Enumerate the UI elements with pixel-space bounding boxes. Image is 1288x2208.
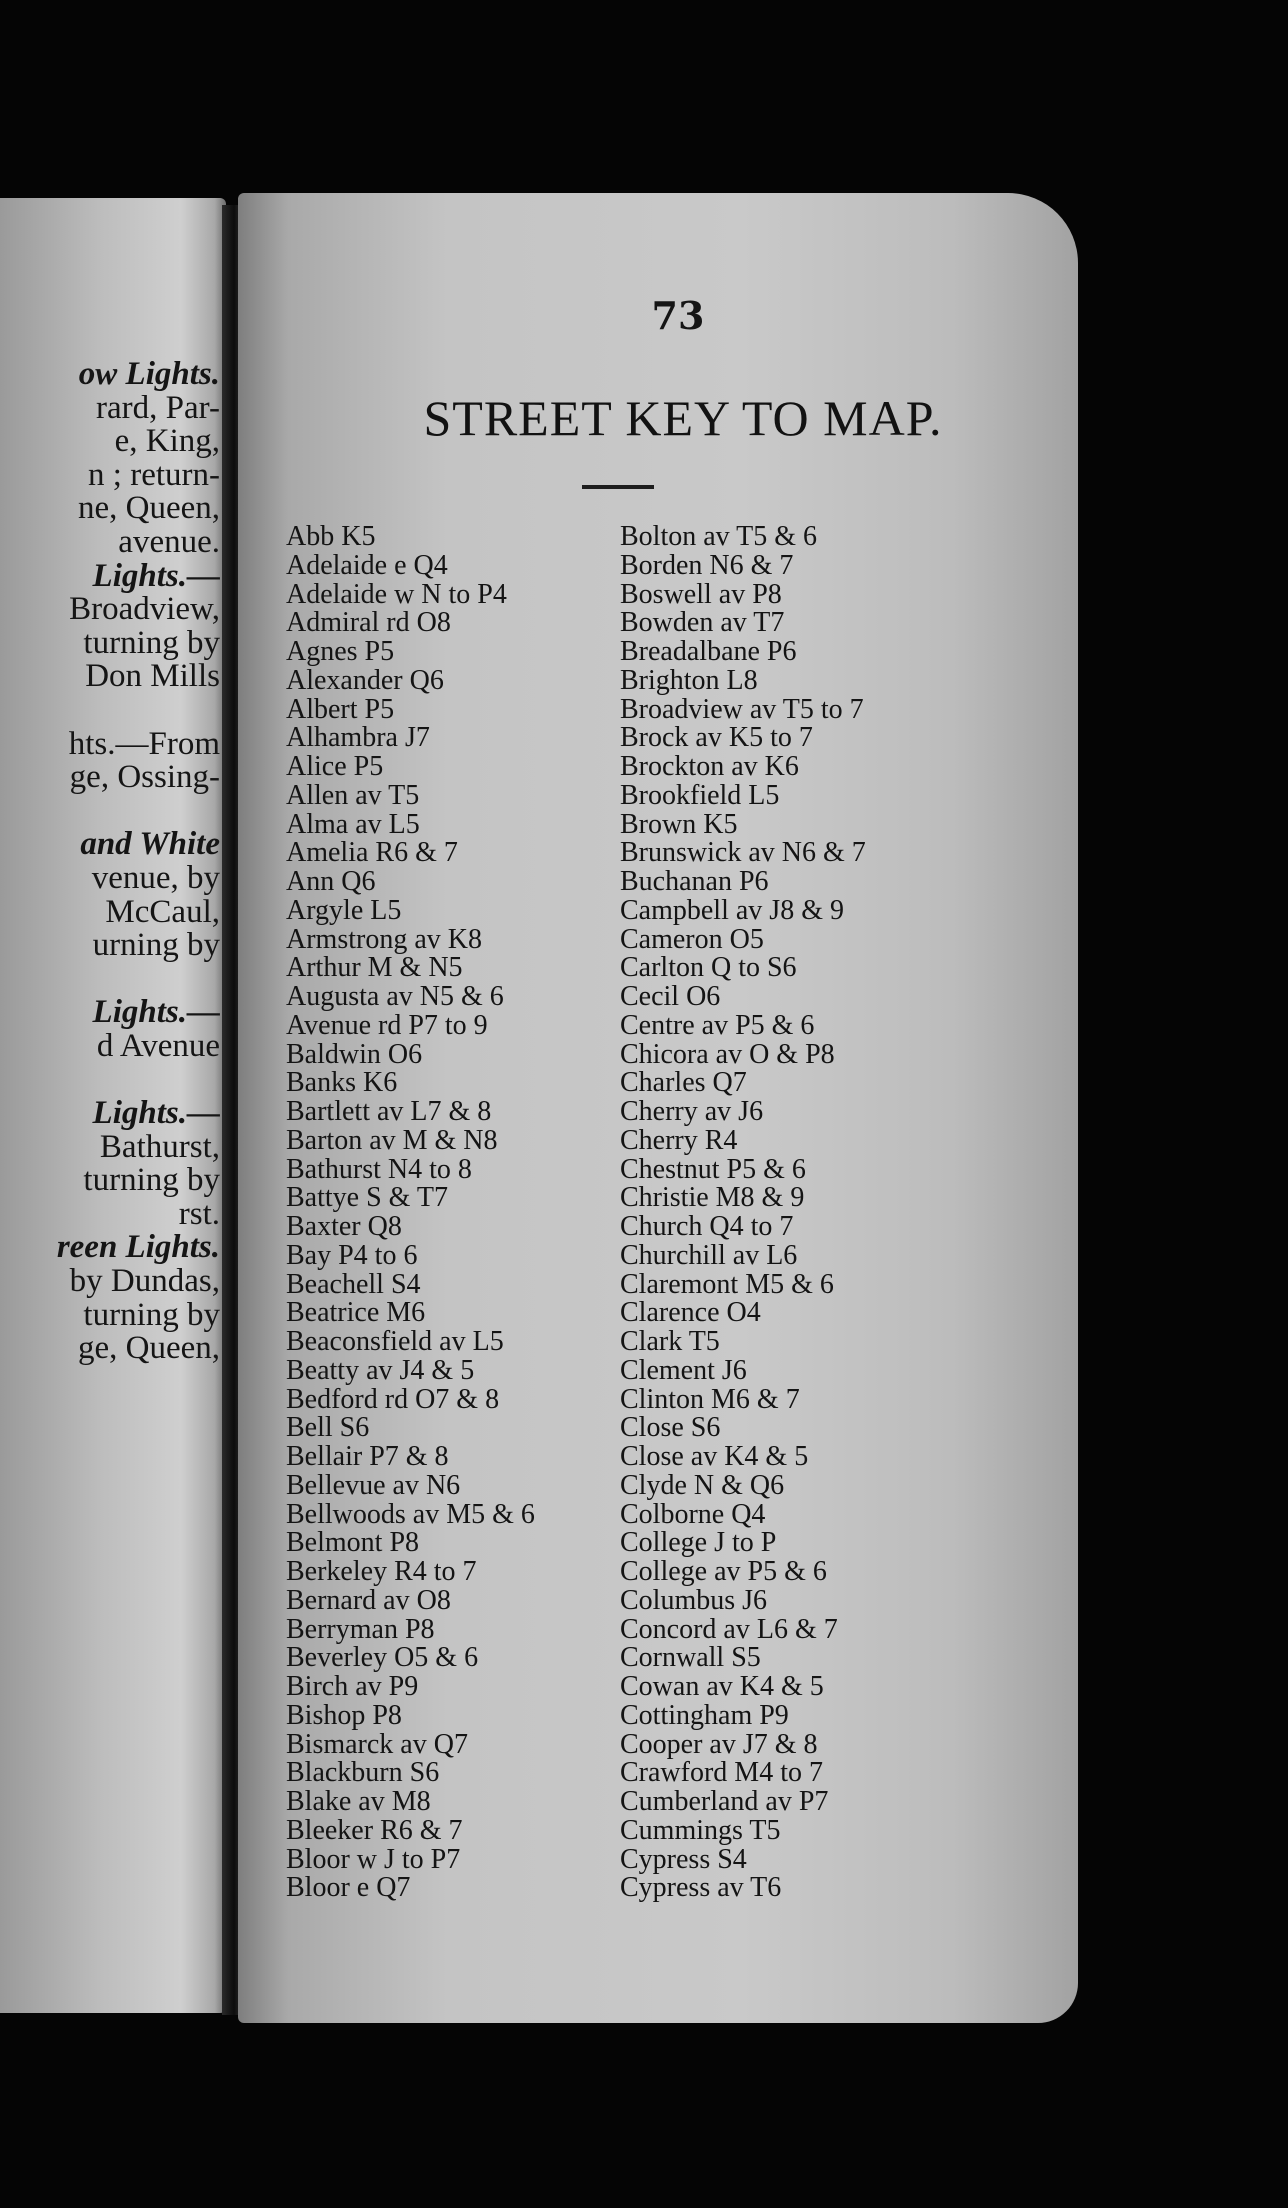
left-page-line: ge, Queen,: [77, 1330, 220, 1366]
street-entry: Bellair P7 & 8: [286, 1441, 449, 1472]
street-entry: Albert P5: [286, 693, 395, 725]
street-entry: Baxter Q8: [286, 1211, 402, 1242]
street-entry: Bellevue av N6: [286, 1469, 461, 1501]
street-entry: Armstrong av K8: [286, 923, 482, 955]
street-entry: Cherry R4: [620, 1124, 738, 1156]
left-page-line: Don Mills: [85, 658, 220, 695]
left-page-line: [0, 1063, 226, 1097]
left-page-line: rard, Par-: [96, 389, 220, 426]
street-entry: Beatrice M6: [286, 1297, 426, 1329]
left-page-line: [0, 694, 226, 728]
street-entry: Bismarck av Q7: [286, 1728, 468, 1760]
left-page-text: [0, 358, 226, 1366]
street-entry: Cameron O5: [620, 923, 764, 955]
street-entry: Brown K5: [620, 808, 738, 840]
left-page-line: avenue.: [118, 523, 220, 560]
street-entry: Cecil O6: [620, 981, 721, 1012]
left-page-line: ow Lights.: [78, 358, 220, 392]
street-entry: Bishop P8: [286, 1699, 402, 1731]
street-entry: Adelaide w N to P4: [286, 578, 507, 610]
street-entry: Abb K5: [286, 521, 376, 552]
street-entry: Close S6: [620, 1412, 721, 1444]
street-entry: Buchanan P6: [620, 866, 769, 897]
left-page: [0, 198, 226, 2013]
street-list-left-column: [286, 523, 616, 1903]
street-entry: Baldwin O6: [286, 1038, 423, 1070]
left-page-line: by Dundas,: [69, 1263, 220, 1300]
street-entry: Carlton Q to S6: [620, 952, 797, 984]
street-entry: Churchill av L6: [620, 1239, 798, 1271]
street-entry: Blackburn S6: [286, 1757, 440, 1789]
street-entry: Cummings T5: [620, 1814, 781, 1846]
street-entry: Christie M8 & 9: [620, 1182, 805, 1214]
title-rule: [582, 485, 654, 489]
street-entry: Bellwoods av M5 & 6: [286, 1498, 535, 1530]
street-entry: Bartlett av L7 & 8: [286, 1096, 492, 1127]
street-list-right-column: [620, 523, 1020, 1903]
street-entry: Beverley O5 & 6: [286, 1642, 479, 1674]
street-entry: Arthur M & N5: [286, 952, 463, 984]
street-entry: Berkeley R4 to 7: [286, 1556, 477, 1587]
street-entry: Cooper av J7 & 8: [620, 1728, 818, 1760]
left-page-line: McCaul,: [105, 893, 220, 930]
street-entry: Cypress av T6: [620, 1872, 782, 1904]
street-entry: Breadalbane P6: [620, 636, 797, 667]
street-entry: Cumberland av P7: [620, 1786, 829, 1817]
street-entry: Belmont P8: [286, 1527, 420, 1559]
left-page-line: rst.: [178, 1195, 220, 1232]
street-entry: Alma av L5: [286, 808, 420, 840]
street-entry: Claremont M5 & 6: [620, 1268, 834, 1300]
street-entry: Birch av P9: [286, 1671, 419, 1702]
street-entry: Cottingham P9: [620, 1699, 789, 1731]
street-entry: Adelaide e Q4: [286, 549, 448, 581]
street-entry: Bloor e Q7: [286, 1872, 411, 1904]
street-entry: Bloor w J to P7: [286, 1843, 461, 1875]
street-entry: Columbus J6: [620, 1584, 768, 1616]
street-entry: Bedford rd O7 & 8: [286, 1383, 500, 1415]
street-entry: College av P5 & 6: [620, 1556, 827, 1587]
street-entry: Battye S & T7: [286, 1182, 449, 1214]
left-page-line: Broadview,: [69, 591, 220, 628]
street-entry: Berryman P8: [286, 1613, 435, 1645]
street-entry: Cypress S4: [620, 1843, 747, 1875]
street-entry: Boswell av P8: [620, 578, 782, 610]
street-entry: Campbell av J8 & 9: [620, 894, 844, 926]
street-entry: Agnes P5: [286, 636, 395, 667]
street-entry: Bleeker R6 & 7: [286, 1814, 463, 1846]
street-entry: Avenue rd P7 to 9: [286, 1009, 488, 1041]
street-entry: Clement J6: [620, 1354, 747, 1386]
street-entry: Close av K4 & 5: [620, 1441, 809, 1472]
right-page: [238, 193, 1078, 2023]
left-page-line: ne, Queen,: [77, 490, 220, 527]
left-page-line: and White: [80, 826, 220, 863]
left-page-line: d Avenue: [96, 1027, 220, 1064]
street-entry: Bernard av O8: [286, 1584, 451, 1616]
left-page-line: [0, 795, 226, 829]
street-entry: Borden N6 & 7: [620, 549, 794, 581]
street-entry: Clarence O4: [620, 1297, 761, 1329]
street-entry: Alice P5: [286, 751, 384, 782]
street-entry: Clinton M6 & 7: [620, 1383, 800, 1415]
left-page-line: Lights.—: [92, 557, 220, 594]
street-entry: Beatty av J4 & 5: [286, 1354, 475, 1386]
street-entry: Broadview av T5 to 7: [620, 693, 864, 725]
street-entry: Bowden av T7: [620, 607, 785, 639]
left-page-line: turning by: [83, 624, 220, 661]
street-entry: Bay P4 to 6: [286, 1239, 418, 1271]
street-entry: Bolton av T5 & 6: [620, 521, 818, 552]
street-entry: Colborne Q4: [620, 1498, 766, 1530]
left-page-line: urning by: [92, 927, 220, 964]
street-entry: Chicora av O & P8: [620, 1038, 835, 1070]
street-entry: Beaconsfield av L5: [286, 1326, 504, 1357]
street-entry: Ann Q6: [286, 866, 376, 897]
street-entry: Crawford M4 to 7: [620, 1757, 823, 1789]
left-page-line: Lights.—: [92, 994, 220, 1031]
street-entry: Cornwall S5: [620, 1642, 761, 1674]
street-entry: Cherry av J6: [620, 1096, 764, 1127]
street-entry: Clark T5: [620, 1326, 720, 1357]
street-entry: Church Q4 to 7: [620, 1211, 794, 1242]
street-entry: Centre av P5 & 6: [620, 1009, 815, 1041]
street-entry: Chestnut P5 & 6: [620, 1153, 806, 1185]
street-entry: Bell S6: [286, 1412, 370, 1444]
street-entry: Cowan av K4 & 5: [620, 1671, 824, 1702]
street-entry: College J to P: [620, 1527, 777, 1559]
street-entry: Brighton L8: [620, 664, 758, 696]
street-entry: Alexander Q6: [286, 664, 444, 696]
street-entry: Bathurst N4 to 8: [286, 1153, 472, 1185]
page-title: STREET KEY TO MAP.: [423, 390, 943, 446]
street-entry: Brockton av K6: [620, 751, 799, 782]
left-page-line: turning by: [83, 1162, 220, 1199]
street-entry: Blake av M8: [286, 1786, 431, 1817]
left-page-line: Lights.—: [92, 1095, 220, 1132]
street-entry: Concord av L6 & 7: [620, 1613, 838, 1645]
left-page-line: n ; return-: [88, 456, 220, 493]
street-entry: Admiral rd O8: [286, 607, 451, 639]
street-entry: Barton av M & N8: [286, 1124, 498, 1156]
street-entry: Allen av T5: [286, 779, 420, 811]
street-entry: Argyle L5: [286, 894, 402, 926]
street-entry: Augusta av N5 & 6: [286, 981, 504, 1012]
street-entry: Amelia R6 & 7: [286, 837, 458, 869]
left-page-line: ge, Ossing-: [69, 759, 220, 796]
street-entry: Brunswick av N6 & 7: [620, 837, 866, 869]
street-entry: Brock av K5 to 7: [620, 722, 813, 754]
street-entry: Banks K6: [286, 1067, 398, 1099]
street-entry: Clyde N & Q6: [620, 1469, 785, 1501]
left-page-line: venue, by: [91, 859, 220, 896]
street-entry: Alhambra J7: [286, 722, 430, 754]
left-page-line: e, King,: [114, 423, 220, 460]
left-page-line: hts.—From: [68, 725, 220, 762]
left-page-line: Bathurst,: [99, 1128, 220, 1165]
left-page-line: [0, 963, 226, 997]
street-entry: Brookfield L5: [620, 779, 780, 811]
street-entry: Beachell S4: [286, 1268, 421, 1300]
page-number: 73: [651, 293, 705, 338]
left-page-line: reen Lights.: [56, 1229, 220, 1266]
street-entry: Charles Q7: [620, 1067, 747, 1099]
left-page-line: turning by: [83, 1296, 220, 1333]
